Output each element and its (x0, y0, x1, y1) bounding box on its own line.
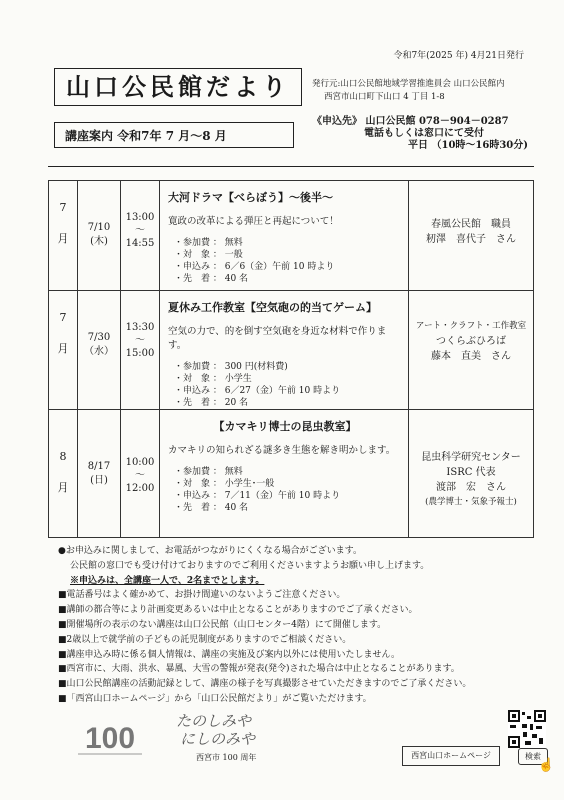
note-item: ■西宮市に、大雨、洪水、暴風、大雪の警報が発表(発令)された場合は中止となることがあります。 (58, 664, 460, 675)
slogan-line: にしのみや (180, 730, 256, 748)
time-cell (121, 291, 160, 410)
course-weekday: (日) (90, 475, 108, 486)
publisher-info (312, 78, 505, 104)
time-end: 12:00 (125, 483, 155, 494)
note-item: 公民館の窓口でも受け付けておりますのでご利用くださいますようお願い申し上げます。 (70, 560, 430, 571)
lecturer-name: 籾澤 喜代子 さん (426, 234, 516, 245)
lecturer-affiliation: 春風公民館 職員 (431, 219, 511, 230)
lecturer-cell (409, 291, 534, 410)
month-cell (49, 181, 78, 291)
course-details (174, 466, 402, 514)
qr-code[interactable] (508, 710, 546, 748)
time-cell (121, 410, 160, 538)
lecturer-affiliation: 昆虫科学研究センター (421, 452, 521, 463)
course-description: カマキリの知られざる謎多き生態を解き明かします。 (168, 445, 396, 456)
apply-hours: 平日 （10時～16時30分) (408, 140, 528, 151)
course-weekday: (木) (90, 236, 108, 247)
month-cell (49, 291, 78, 410)
note-item-emphasis: ※申込みは、全講座一人で、2名までとします。 (70, 575, 265, 586)
table-row (49, 410, 534, 538)
homepage-search-box[interactable]: 西宮山口ホームページ (402, 746, 500, 766)
course-apply: ・申込み ： 7／11（金）午前 10 時より (174, 491, 341, 501)
course-title: 【カマキリ博士の昆虫教室】 (213, 420, 357, 433)
note-item: ■山口公民館講座の活動記録として、講座の様子を写真撮影させていただきますのでご了承ください。 (58, 679, 472, 690)
time-start: 13:00 (125, 212, 155, 223)
table-row (49, 291, 534, 410)
note-item: ■電話番号はよく確かめて、お掛け間違いのないようご注意ください。 (58, 590, 346, 601)
time-separator: ～ (135, 335, 145, 346)
issue-date: 令和7年(2025 年) 4月21日発行 (393, 51, 524, 61)
apply-method: 電話もしくは窓口にて受付 (364, 128, 484, 139)
publisher-line: 発行元:山口公民館地域学習推進員会 山口公民館内 (312, 79, 505, 89)
month-number: 8 (59, 450, 67, 463)
time-start: 10:00 (125, 457, 155, 468)
publisher-address: 西宮市山口町下山口 4 丁目 1-8 (324, 92, 445, 102)
course-description: 寛政の改革による弾圧と再起について！ (168, 216, 339, 227)
course-target: ・対 象 ： 小学生 (174, 374, 252, 384)
time-end: 14:55 (125, 238, 155, 249)
note-item: ■講師の都合等により計画変更あるいは中止となることがありますのでご了承ください。 (58, 605, 418, 616)
apply-info (312, 116, 528, 152)
date-cell (78, 410, 121, 538)
course-heading: 講座案内 令和7年 7 月～8 月 (54, 122, 294, 148)
time-cell (121, 181, 160, 291)
course-target: ・対 象 ： 小学生･一般 (174, 479, 275, 489)
slogan (176, 712, 255, 748)
note-item: ●お申込みに関しまして、お電話がつながりにくくなる場合がございます。 (58, 546, 362, 556)
course-description: 空気の力で、的を倒す空気砲を身近な材料で作ります。 (168, 326, 387, 351)
course-title: 大河ドラマ【べらぼう】～後半～ (168, 191, 333, 204)
time-separator: ～ (135, 225, 145, 236)
course-detail-cell (160, 181, 409, 291)
cursor-icon: ☝ (538, 758, 555, 773)
lecturer-affiliation: アート・クラフト・工作教室 (415, 321, 527, 331)
date-cell (78, 181, 121, 291)
note-item: ■講座申込み時に係る個人情報は、講座の実施及び案内以外には使用いたしません。 (58, 649, 401, 660)
table-row (49, 181, 534, 291)
month-cell (49, 410, 78, 538)
course-fee: ・参加費 ： 無料 (174, 238, 243, 248)
newsletter-title: 山口公民館だより (54, 68, 302, 106)
course-fee: ・参加費 ： 300 円(材料費) (174, 362, 288, 372)
lecturer-title: ISRC 代表 (446, 467, 496, 478)
lecturer-cell (409, 181, 534, 291)
time-end: 15:00 (125, 348, 155, 359)
lecturer-cell (409, 410, 534, 538)
lecturer-group: つくらぶひろば (436, 336, 506, 347)
course-schedule-table (48, 180, 534, 538)
course-capacity: ・先 着 ： 40 名 (174, 274, 249, 284)
lecturer-name: 渡部 宏 さん (436, 482, 506, 493)
course-details (174, 237, 402, 285)
date-cell (78, 291, 121, 410)
course-details (174, 361, 402, 409)
time-start: 13:30 (125, 322, 155, 333)
month-unit: 月 (57, 232, 69, 245)
city-anniversary-label: 西宮市 100 周年 (196, 753, 257, 762)
course-capacity: ・先 着 ： 40 名 (174, 503, 249, 513)
course-date: 8/17 (87, 461, 111, 472)
course-date: 7/30 (87, 332, 111, 343)
course-title: 夏休み工作教室【空気砲の的当てゲーム】 (168, 301, 377, 314)
slogan-line: たのしみや (176, 712, 252, 730)
course-detail-cell (160, 410, 409, 538)
time-separator: ～ (135, 470, 145, 481)
course-apply: ・申込み ： 6／6（金）午前 10 時より (174, 262, 335, 272)
divider-line (48, 166, 534, 167)
course-detail-cell (160, 291, 409, 410)
course-date: 7/10 (87, 222, 111, 233)
course-weekday: （水） (84, 346, 114, 357)
note-item: ■2歳以上で就学前の子どもの託児制度がありますのでご相談ください。 (58, 634, 352, 645)
lecturer-name: 藤本 直美 さん (431, 351, 511, 362)
month-unit: 月 (57, 342, 69, 355)
search-button[interactable]: 検索 (518, 748, 548, 765)
logo-text: 100 (84, 722, 136, 755)
course-apply: ・申込み ： 6／27（金）午前 10 時より (174, 386, 341, 396)
apply-contact: 《申込先》 山口公民館 078－904－0287 (312, 116, 509, 127)
month-number: 7 (59, 311, 67, 324)
course-capacity: ・先 着 ： 20 名 (174, 398, 249, 408)
lecturer-credentials: (農学博士・気象予報士) (425, 497, 517, 507)
course-target: ・対 象 ： 一般 (174, 250, 243, 260)
note-item: ■開催場所の表示のない講座は山口公民館（山口センター4階）にて開催します。 (58, 619, 387, 630)
anniversary-logo (74, 716, 146, 760)
month-unit: 月 (57, 481, 69, 494)
note-item: ■「西宮山口ホームページ」から「山口公民館だより」がご覧いただけます。 (58, 693, 372, 704)
month-number: 7 (59, 201, 67, 214)
course-fee: ・参加費 ： 無料 (174, 467, 243, 477)
notes-section (58, 544, 538, 707)
